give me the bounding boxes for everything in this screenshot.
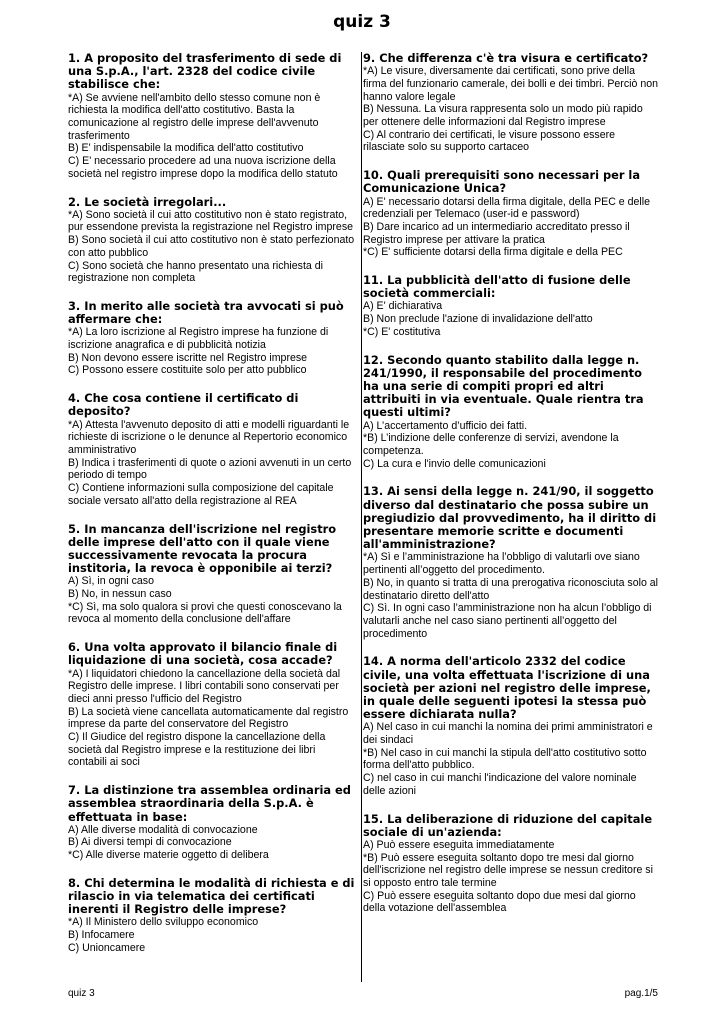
answer-option: B) La società viene cancellata automaticamente dal registro imprese da parte del conservatore del Registro xyxy=(68,705,349,731)
answer-option: B) Indica i trasferimenti di quote o azioni avvenuti in un certo periodo di tempo xyxy=(68,456,352,482)
question-3 xyxy=(68,300,356,377)
question-14 xyxy=(363,655,659,797)
answer-option: *A) Attesta l'avvenuto deposito di atti e modelli riguardanti le richieste di iscrizione o le denunce al Repertorio economico amministrativo xyxy=(68,418,350,456)
footer-page-number: pag.1/5 xyxy=(624,988,658,999)
question-title: 2. Le società irregolari... xyxy=(68,194,227,209)
question-title: 4. Che cosa contiene il certificato di deposito? xyxy=(68,391,299,419)
footer-doc-name: quiz 3 xyxy=(68,988,95,999)
answer-option: B) Infocamere xyxy=(68,929,135,942)
answer-option: *C) E' costitutiva xyxy=(363,325,441,338)
answer-option: *B) Può essere eseguita soltanto dopo tre mesi dal giorno dell'iscrizione nel registro delle imprese se nessun creditore si si opposto entro tale termine xyxy=(363,851,653,890)
answer-option: B) Nessuna. La visura rappresenta solo un modo più rapido per ottenere delle informazioni dal Registro imprese xyxy=(363,103,643,129)
answer-option: C) La cura e l'invio delle comunicazioni xyxy=(363,457,546,470)
answer-option: C) Al contrario dei certificati, le visure possono essere rilasciate solo su supporto cartaceo xyxy=(363,128,616,154)
question-13 xyxy=(363,485,659,640)
answer-option: B) E' indispensabile la modifica dell'atto costitutivo xyxy=(68,142,304,155)
answer-option: C) Sì. In ogni caso l’amministrazione non ha alcun l’obbligo di valutarli anche nel caso siano pertinenti all’oggetto del procedimento xyxy=(363,602,652,640)
answer-option: A) E' necessario dotarsi della firma digitale, della PEC e delle credenziali per Telemaco (user-id e password) xyxy=(363,195,651,221)
question-title: 11. La pubblicità dell'atto di fusione delle società commerciali: xyxy=(363,273,631,301)
answer-option: C) nel caso in cui manchi l'indicazione del valore nominale delle azioni xyxy=(363,772,637,797)
answer-option: A) Nel caso in cui manchi la nomina dei primi amministratori e dei sindaci xyxy=(363,721,653,747)
answer-option: *A) La loro iscrizione al Registro imprese ha funzione di iscrizione anagrafica e di pubblicità notizia xyxy=(68,326,329,352)
question-12 xyxy=(363,354,659,471)
answer-option: A) Alle diverse modalità di convocazione xyxy=(68,823,258,836)
left-column xyxy=(68,52,356,970)
question-title: 12. Secondo quanto stabilito dalla legge n. 241/1990, il responsabile del procedimento ha una serie di compiti propri ed altri attribuiti in via eventuale. Quale rientra tra questi ultimi? xyxy=(363,352,644,420)
answer-option: B) Non preclude l'azione di invalidazione dell'atto xyxy=(363,313,593,326)
answer-option: *C) Alle diverse materie oggetto di delibera xyxy=(68,849,269,862)
question-title: 5. In mancanza dell'iscrizione nel registro delle imprese dell'atto con il quale viene successivamente revocata la procura institoria, la revoca è opponibile ai terzi? xyxy=(68,521,337,576)
answer-option: *A) Le visure, diversamente dai certificati, sono prive della firma del funzionario camerale, dei bolli e dei timbri. Perciò non hanno valore legale xyxy=(363,65,659,103)
answer-option: *B) Nel caso in cui manchi la stipula dell'atto costitutivo sotto forma dell'atto pubblico. xyxy=(363,746,647,772)
answer-option: *A) I liquidatori chiedono la cancellazione della società dal Registro delle imprese. I libri contabili sono conservati per dieci anni presso l'ufficio del Registro xyxy=(68,667,341,705)
answer-option: *B) L’indizione delle conferenze di servizi, avendone la competenza. xyxy=(363,432,619,457)
question-9 xyxy=(363,52,659,154)
question-title: 3. In merito alle società tra avvocati si può affermare che: xyxy=(68,298,344,327)
answer-option: *A) Sì e l’amministrazione ha l’obbligo di valutarli ove siano pertinenti all’oggetto del procedimento. xyxy=(363,551,640,577)
question-title: 7. La distinzione tra assemblea ordinaria ed assemblea straordinaria della S.p.A. è effettuata in base: xyxy=(68,783,351,824)
question-title: 15. La deliberazione di riduzione del capitale sociale di un'azienda: xyxy=(363,811,653,839)
answer-option: C) E' necessario procedere ad una nuova iscrizione della società nel registro imprese dopo la modifica dello statuto xyxy=(68,155,338,180)
question-1 xyxy=(68,52,356,181)
question-title: 1. A proposito del trasferimento di sede di una S.p.A., l'art. 2328 del codice civile stabilisce che: xyxy=(68,51,342,92)
answer-option: *A) Il Ministero dello sviluppo economico xyxy=(68,916,259,929)
answer-option: C) Sono società che hanno presentato una richiesta di registrazione non completa xyxy=(68,259,324,285)
question-5 xyxy=(68,523,356,627)
answer-option: A) Sì, in ogni caso xyxy=(68,575,154,588)
answer-option: B) No, in quanto si tratta di una prerogativa riconosciuta solo al destinatario diretto dell'atto xyxy=(363,576,659,602)
question-15 xyxy=(363,813,659,916)
answer-option: C) Può essere eseguita soltanto dopo due mesi dal giorno della votazione dell'assemblea xyxy=(363,889,636,915)
answer-option: B) No, in nessun caso xyxy=(68,588,172,601)
answer-option: *A) Sono società il cui atto costitutivo non è stato registrato, pur essendone prevista la registrazione nel Registro imprese xyxy=(68,208,354,234)
question-10 xyxy=(363,169,659,259)
answer-option: B) Ai diversi tempi di convocazione xyxy=(68,836,232,849)
question-title: 6. Una volta approvato il bilancio finale di liquidazione di una società, cosa accade? xyxy=(68,640,338,668)
answer-option: A) E' dichiarativa xyxy=(363,300,443,313)
question-2 xyxy=(68,196,356,285)
answer-option: C) Il Giudice del registro dispone la cancellazione della società dal Registro imprese e la restituzione dei libri contabili ai soci xyxy=(68,731,326,769)
question-8 xyxy=(68,877,356,955)
answer-option: B) Sono società il cui atto costitutivo non è stato perfezionato con atto pubblico xyxy=(68,234,355,259)
column-divider xyxy=(361,52,362,982)
question-7 xyxy=(68,784,356,862)
question-title: 13. Ai sensi della legge n. 241/90, il soggetto diverso dal destinatario che possa subire un pregiudizio dal provvedimento, ha il diritto di presentare memorie scritte e documenti all'amministrazione? xyxy=(363,484,657,552)
answer-option: *A) Se avviene nell'ambito dello stesso comune non è richiesta la modifica dell'atto costitutivo. Basta la comunicazione al registro delle imprese dell'avvenuto trasferimento xyxy=(68,91,321,142)
right-column xyxy=(363,52,659,930)
page-title: quiz 3 xyxy=(333,12,391,32)
answer-option: C) Unioncamere xyxy=(68,941,146,954)
answer-option: B) Non devono essere iscritte nel Registro imprese xyxy=(68,351,308,364)
answer-option: A) Può essere eseguita immediatamente xyxy=(363,838,555,851)
answer-option: *C) Sì, ma solo qualora si provi che questi conoscevano la revoca al momento della conclusione dell'affare xyxy=(68,600,342,626)
answer-option: C) Contiene informazioni sulla composizione del capitale sociale versato all'atto della registrazione al REA xyxy=(68,482,334,507)
question-title: 14. A norma dell'articolo 2332 del codice civile, una volta effettuata l'iscrizione di una società per azioni nel registro delle imprese, in quale delle seguenti ipotesi la stessa può essere dichiarata nulla? xyxy=(363,654,651,722)
question-title: 8. Chi determina le modalità di richiesta e di rilascio in via telematica dei certificati inerenti il Registro delle imprese? xyxy=(68,875,355,917)
question-title: 9. Che differenza c'è tra visura e certificato? xyxy=(363,51,649,65)
answer-option: C) Possono essere costituite solo per atto pubblico xyxy=(68,364,307,377)
question-title: 10. Quali prerequisiti sono necessari per la Comunicazione Unica? xyxy=(363,168,641,196)
question-4 xyxy=(68,392,356,507)
answer-option: *C) E' sufficiente dotarsi della firma digitale e della PEC xyxy=(363,246,623,259)
question-11 xyxy=(363,274,659,339)
answer-option: B) Dare incarico ad un intermediario accreditato presso il Registro imprese per attivare la pratica xyxy=(363,220,630,246)
answer-option: A) L’accertamento d’ufficio dei fatti. xyxy=(363,419,528,432)
question-6 xyxy=(68,641,356,769)
